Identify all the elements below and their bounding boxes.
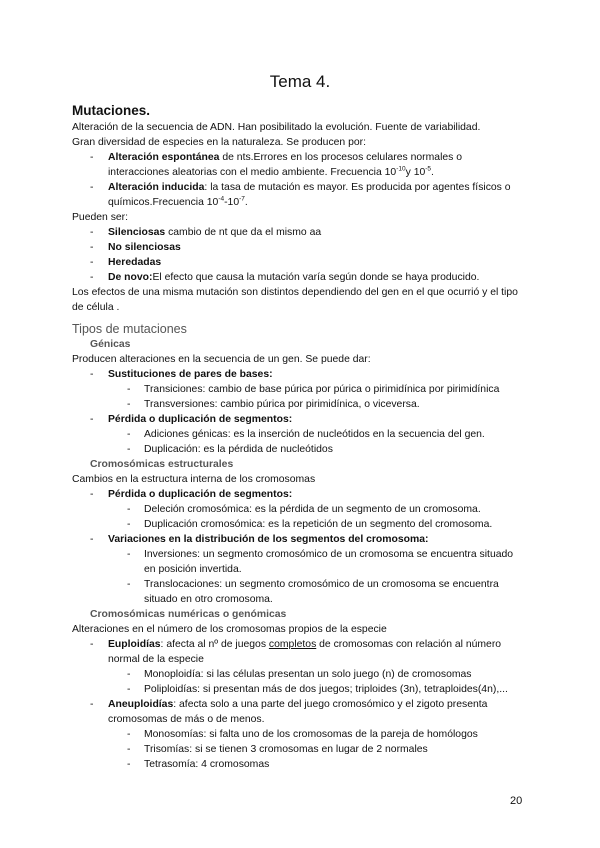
list-item: - Inversiones: un segmento cromosómico de un cromosoma se encuentra situado en posición invertida. bbox=[127, 549, 514, 575]
list-item: - Tetrasomía: 4 cromosomas bbox=[127, 759, 270, 770]
list-item: - De novo:El efecto que causa la mutación varía según donde se haya producido. bbox=[90, 272, 480, 283]
tipos-heading: Tipos de mutaciones bbox=[72, 322, 187, 336]
estructurales-heading: Cromosómicas estructurales bbox=[90, 459, 234, 470]
pueden-ser: Pueden ser: bbox=[72, 212, 129, 223]
list-item: - Poliploidías: si presentan más de dos juegos; triploides (3n), tetraploides(4n),... bbox=[127, 684, 508, 695]
genicas-heading: Génicas bbox=[90, 339, 131, 350]
list-item: - Pérdida o duplicación de segmentos: bbox=[90, 414, 293, 425]
intro-line: Alteración de la secuencia de ADN. Han posibilitado la evolución. Fuente de variabilidad. bbox=[72, 122, 481, 133]
list-item: - Silenciosas cambio de nt que da el mismo aa bbox=[90, 227, 322, 238]
list-item: - Pérdida o duplicación de segmentos: bbox=[90, 489, 293, 500]
list-item: - Transiciones: cambio de base púrica por púrica o pirimidínica por pirimidínica bbox=[127, 384, 500, 395]
content bbox=[72, 100, 522, 772]
list-item: - Duplicación cromosómica: es la repetición de un segmento del cromosoma. bbox=[127, 519, 493, 530]
section-title: Mutaciones. bbox=[72, 103, 151, 118]
list-item: - Heredadas bbox=[90, 257, 162, 268]
page-title: Tema 4. bbox=[269, 72, 331, 91]
list-item: - Variaciones en la distribución de los segmentos del cromosoma: bbox=[90, 534, 429, 545]
numericas-intro: Alteraciones en el número de los cromosomas propios de la especie bbox=[72, 624, 387, 635]
estructurales-intro: Cambios en la estructura interna de los cromosomas bbox=[72, 474, 316, 485]
page-number: 20 bbox=[510, 795, 523, 807]
list-item: - Sustituciones de pares de bases: bbox=[90, 369, 273, 380]
intro-line: Gran diversidad de especies en la naturaleza. Se producen por: bbox=[72, 137, 367, 148]
list-item: - Trisomías: si se tienen 3 cromosomas en lugar de 2 normales bbox=[127, 744, 428, 755]
list-item: - Deleción cromosómica: es la pérdida de un segmento de un cromosoma. bbox=[127, 504, 481, 515]
list-item: - No silenciosas bbox=[90, 242, 181, 253]
list-item: - Adiciones génicas: es la inserción de nucleótidos en la secuencia del gen. bbox=[127, 429, 485, 440]
numericas-heading: Cromosómicas numéricas o genómicas bbox=[90, 609, 287, 620]
list-item: - Monoploidía: si las células presentan un solo juego (n) de cromosomas bbox=[127, 669, 472, 680]
genicas-intro: Producen alteraciones en la secuencia de un gen. Se puede dar: bbox=[72, 354, 371, 365]
list-item: - Duplicación: es la pérdida de nucleótidos bbox=[127, 444, 333, 455]
list-item: - Transversiones: cambio púrica por pirimidínica, o viceversa. bbox=[127, 399, 420, 410]
list-item: - Translocaciones: un segmento cromosómico de un cromosoma se encuentra situado en otro cromosoma. bbox=[127, 579, 499, 605]
efectos-paragraph: Los efectos de una misma mutación son distintos dependiendo del gen en el que ocurrió y el tipo de célula . bbox=[72, 287, 518, 313]
list-item: - Alteración inducida: la tasa de mutación es mayor. Es producida por agentes físicos o químicos.Frecuencia $10^{-4}-10^{-7}$. bbox=[90, 182, 511, 208]
list-item: - Alteración espontánea de nts.Errores en los procesos celulares normales o interacciones aleatorias con el medio ambiente. Frecuencia $10^{-10}y$ $10^{-5}$. bbox=[90, 152, 463, 178]
list-item: - Monosomías: si falta uno de los cromosomas de la pareja de homólogos bbox=[127, 729, 478, 740]
list-item: - Euploidías: afecta al nº de juegos completos de cromosomas con relación al número normal de la especie bbox=[90, 639, 502, 665]
list-item: - Aneuploidías: afecta solo a una parte del juego cromosómico y el zigoto presenta cromosomas de más o de menos. bbox=[90, 699, 488, 725]
